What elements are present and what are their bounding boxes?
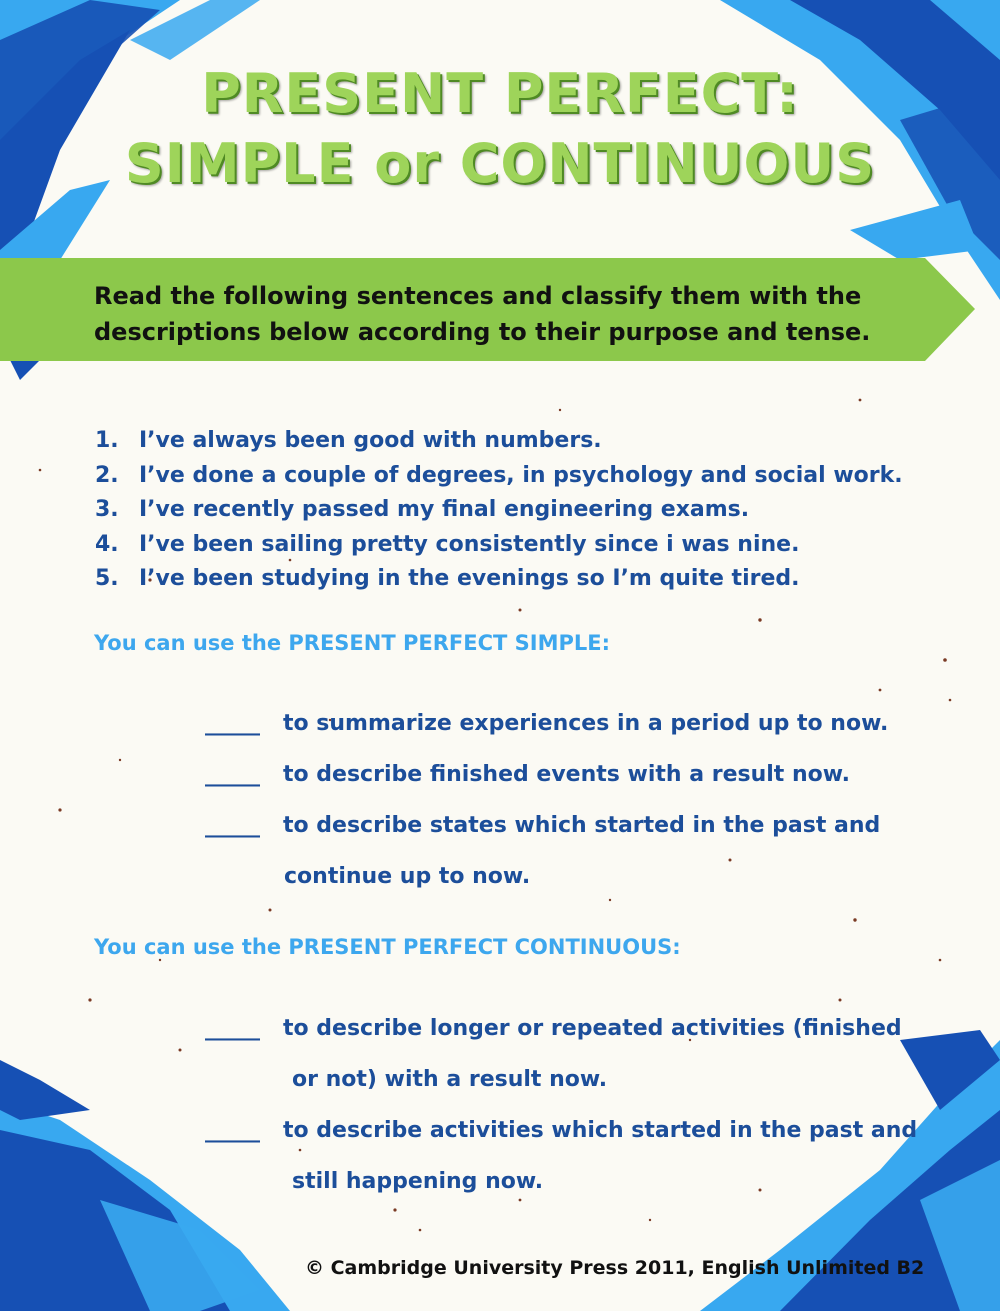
- sentence-text: I’ve been studying in the evenings so I’m quite tired.: [139, 566, 800, 591]
- list-item: [95, 424, 903, 459]
- description-item: [205, 1003, 945, 1054]
- title-line-2: SIMPLE or CONTINUOUS: [124, 132, 876, 195]
- list-item: [95, 528, 903, 563]
- sentence-number: 4.: [95, 531, 119, 557]
- answer-blank[interactable]: _____: [205, 813, 260, 838]
- description-item: [205, 1105, 945, 1156]
- description-text: to describe states which started in the past and: [283, 813, 881, 838]
- answer-blank[interactable]: _____: [205, 711, 260, 736]
- sentence-number: 3.: [95, 497, 119, 522]
- sentence-text: I’ve recently passed my final engineering exams.: [139, 497, 750, 522]
- title-line-1: PRESENT PERFECT:: [201, 62, 799, 125]
- continuous-heading: You can use the PRESENT PERFECT CONTINUOUS:: [94, 935, 681, 959]
- description-continuation: or not) with a result now.: [292, 1067, 608, 1092]
- answer-blank[interactable]: _____: [205, 1016, 260, 1041]
- list-item: [95, 493, 903, 528]
- list-item: [95, 562, 903, 597]
- description-text: to summarize experiences in a period up to now.: [283, 711, 889, 736]
- description-text: to describe finished events with a result now.: [283, 762, 851, 787]
- description-continuation: continue up to now.: [284, 864, 531, 889]
- description-continuation: still happening now.: [292, 1169, 544, 1194]
- description-text: to describe activities which started in the past and: [283, 1118, 918, 1143]
- answer-blank[interactable]: _____: [205, 1118, 260, 1143]
- instructions-banner: [0, 258, 975, 361]
- description-item: [205, 800, 945, 851]
- instructions-text: Read the following sentences and classify them with the descriptions below according to their purpose and tense.: [94, 282, 871, 346]
- sentence-number: 5.: [95, 566, 119, 591]
- sentence-number: 2.: [95, 462, 119, 488]
- copyright-footer: © Cambridge University Press 2011, English Unlimited B2: [305, 1257, 925, 1279]
- answer-blank[interactable]: _____: [205, 762, 260, 787]
- sentence-text: I’ve done a couple of degrees, in psychology and social work.: [139, 462, 903, 488]
- description-item: [205, 698, 945, 749]
- sentence-number: 1.: [95, 428, 119, 453]
- description-text: to describe longer or repeated activities (finished: [283, 1016, 902, 1041]
- sentence-text: I’ve been sailing pretty consistently since i was nine.: [139, 531, 800, 557]
- continuous-descriptions: [205, 1003, 945, 1207]
- sentence-text: I’ve always been good with numbers.: [139, 428, 602, 453]
- simple-descriptions: [205, 698, 945, 902]
- description-item: [205, 749, 945, 800]
- sentence-list: [95, 424, 903, 597]
- list-item: [95, 459, 903, 494]
- simple-heading: You can use the PRESENT PERFECT SIMPLE:: [94, 631, 610, 655]
